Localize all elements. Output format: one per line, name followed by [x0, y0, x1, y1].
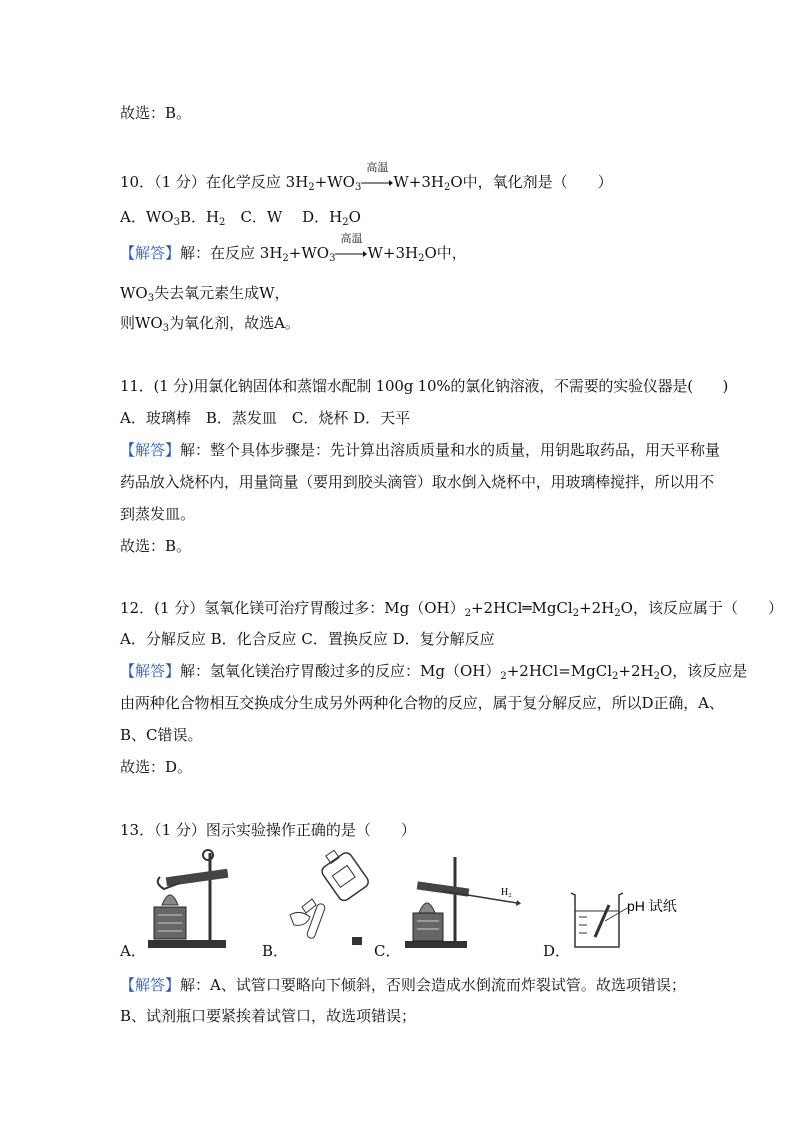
option-b-pouring-image — [282, 845, 372, 955]
q10-options: A．$WO_3B$．$H_2$ C．W D．$H_2O$ — [120, 208, 361, 228]
q12-answer-line1: 【解答】解：氢氧化镁治疗胃酸过多的反应：$Mg(OH)_2+2HCl=MgCl_2+2H_2O$，该反应是 — [120, 662, 748, 682]
q13-option-b-label: B． — [262, 942, 289, 960]
q13-option-d-label: D． — [543, 942, 571, 960]
answer-tag: 【解答】 — [120, 441, 181, 459]
q12-answer-line2: 由两种化合物相互交换成分生成另外两种化合物的反应，属于复分解反应，所以D正确，A、 — [120, 694, 724, 712]
q11-answer-line1: 【解答】解：整个具体步骤是：先计算出溶质质量和水的质量，用钥匙取药品，用天平称量 — [120, 441, 721, 459]
q10-stem: 10．（1 分）在化学反应 $3H_2+WO_3$ 高温 $W+3H_2O$中，氧化剂是（ ） — [120, 161, 613, 193]
q11-stem: 11．(1 分)用氯化钠固体和蒸馏水配制 100g 10%的氯化钠溶液，不需要的实验仪器是( ) — [120, 377, 729, 395]
q11-answer-line2: 药品放入烧杯内，用量筒量（要用到胶头滴管）取水倒入烧杯中，用玻璃棒搅拌，所以用不 — [120, 473, 715, 491]
q13-option-a-label: A． — [120, 942, 146, 960]
q12-stem: 12．(1 分）氢氧化镁可治疗胃酸过多：$Mg(OH)_2+2HCl═MgCl_2+2H_2O$，该反应属于（ ） — [120, 599, 783, 619]
reaction-arrow: 高温 — [361, 174, 393, 188]
q11-options: A．玻璃棒 B．蒸发皿 C．烧杯 D．天平 — [120, 409, 411, 427]
q12-answer-line3: B、C错误。 — [120, 726, 203, 744]
q13-answer-line1: 【解答】解：A、试管口要略向下倾斜，否则会造成水倒流而炸裂试管。故选项错误； — [120, 976, 686, 994]
reaction-arrow: 高温 — [335, 245, 367, 259]
answer-tag: 【解答】 — [120, 662, 181, 680]
answer-tag: 【解答】 — [120, 244, 181, 262]
q13-option-c-label: C． — [374, 942, 401, 960]
h2-label: H₂ — [501, 887, 512, 898]
option-d-beaker-image — [565, 845, 695, 955]
q12-conclusion: 故选：D。 — [120, 758, 193, 776]
option-c-apparatus-image — [395, 845, 530, 955]
q11-conclusion: 故选：B。 — [120, 537, 192, 555]
q12-options: A．分解反应 B．化合反应 C．置换反应 D．复分解反应 — [120, 630, 495, 648]
q13-stem: 13．（1 分）图示实验操作正确的是（ ） — [120, 821, 416, 839]
q13-answer-line2: B、试剂瓶口要紧挨着试管口，故选项错误； — [120, 1007, 417, 1025]
q10-answer-line3: 则$WO_3$为氧化剂，故选A。 — [120, 314, 300, 334]
option-a-apparatus-image — [140, 845, 250, 955]
ph-paper-label: pH 试纸 — [627, 898, 677, 914]
q10-answer-line2: $WO_3$失去氧元素生成W， — [120, 284, 290, 304]
q11-answer-line3: 到蒸发皿。 — [120, 505, 196, 523]
q9-conclusion: 故选：B。 — [120, 104, 192, 122]
answer-tag: 【解答】 — [120, 976, 181, 994]
q10-answer-line1: 【解答】解：在反应 $3H_2+WO_3$ 高温 $W+3H_2O$中， — [120, 232, 467, 264]
